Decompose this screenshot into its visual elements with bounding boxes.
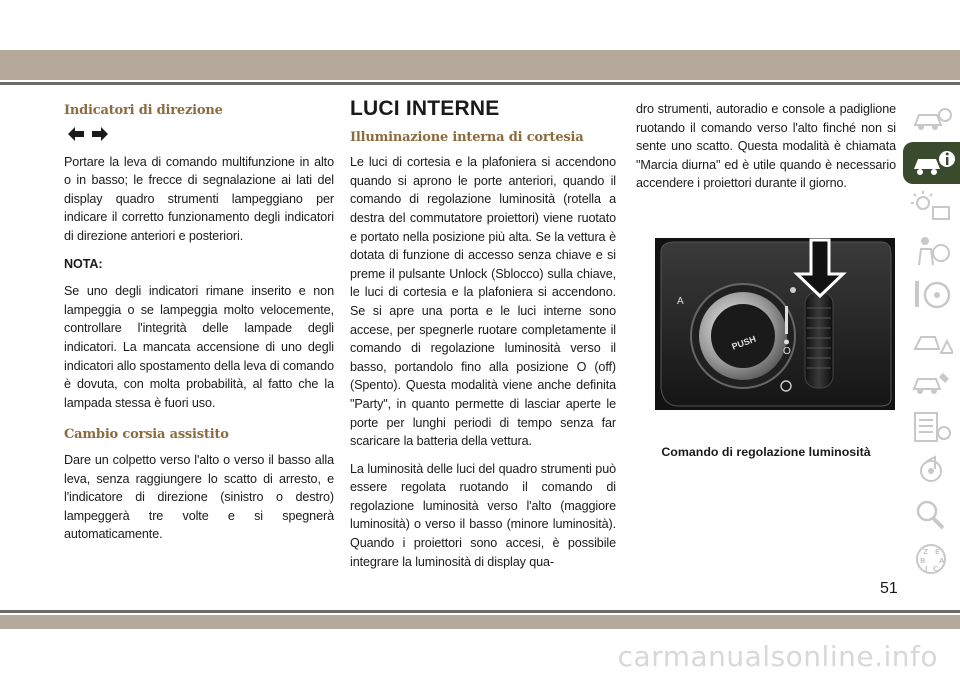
continued-paragraph: dro strumenti, autoradio e console a padiglione ruotando il comando verso l'alto finché non si sente uno scatto. Questa modalità è chiamata "Marcia diurna" ed è utile quando è necessario accendere i proiettori durante il giorno. — [636, 102, 896, 191]
car-warning-icon — [911, 103, 953, 135]
tab-steering-wheel[interactable] — [903, 274, 960, 316]
airbag-safety-icon — [911, 235, 953, 267]
lane-change-heading: Cambio corsia assistito — [64, 427, 229, 443]
tab-car-service[interactable] — [903, 362, 960, 404]
svg-text:Z: Z — [923, 548, 929, 556]
footer-rule — [0, 610, 960, 613]
multimedia-icon — [911, 455, 953, 487]
chapter-tabs — [903, 98, 960, 582]
tab-multimedia[interactable] — [903, 450, 960, 492]
courtesy-light-paragraph: Le luci di cortesia e la plafoniera si accendono quando si aprono le porte anteriori, quando il comando di regolazione luminosità (rotella a destra del commutatore proiettori) viene ruotato e portato nella posizione più alta. Se la vettura è dotata di funzione di accesso senza chiave e si preme il pulsante Unlock (Sblocco) sulla chiave, le luci di cortesia e la plafoniera si accendono. Se si apre una porta e le luci interne sono accese, per spegnerle ruotare completamente il comando di regolazione luminosità verso il basso, portandolo fino alla posizione O (off) (Spento). Questa modalità viene anche definita "Party", in quanto permette di lasciar aperte le porte per lunghi periodi di tempo senza far scaricare la batteria della vettura. — [350, 155, 616, 449]
header-rule — [0, 82, 960, 85]
warning-triangle-icon — [911, 323, 953, 355]
turn-signal-heading: Indicatori di direzione — [64, 103, 223, 118]
auto-label: A — [677, 296, 684, 307]
section-title: LUCI INTERNE — [350, 97, 500, 120]
turn-signal-arrows — [68, 127, 334, 141]
tab-car-warning[interactable] — [903, 98, 960, 140]
right-column — [636, 100, 896, 202]
figure-caption: Comando di regolazione luminosità — [661, 445, 871, 459]
lane-change-paragraph: Dare un colpetto verso l'alto o verso il basso alla leva, senza raggiungere lo scatto di arresto, e l'indicatore di direzione (sinistro o destro) lampeggerà tre volte e si spegnerà automaticamente. — [64, 452, 334, 542]
tab-specifications-list[interactable] — [903, 406, 960, 448]
steering-wheel-icon — [911, 279, 953, 311]
tab-car-info[interactable] — [903, 142, 960, 184]
note-title: NOTA: — [64, 256, 103, 271]
off-label: O — [783, 346, 791, 357]
middle-column — [350, 97, 616, 580]
tab-warning-triangle[interactable] — [903, 318, 960, 360]
svg-text:C: C — [933, 565, 939, 573]
svg-text:B: B — [920, 557, 926, 565]
car-info-icon — [911, 147, 955, 179]
page-number: 51 — [880, 580, 898, 597]
tab-dashboard-lights[interactable] — [903, 186, 960, 228]
header-band — [0, 50, 960, 80]
left-column — [64, 100, 334, 553]
dashboard-lights-icon — [911, 191, 953, 223]
car-service-icon — [911, 367, 953, 399]
tab-airbag-safety[interactable] — [903, 230, 960, 272]
search-index-icon — [911, 499, 953, 531]
note-text: Se uno degli indicatori rimane inserito e non lampeggia o se lampeggia molto velocemente, controllare l'integrità delle lampade degli indicatori. La mancata accensione di uno degli indicatori allo spostamento della leva di comando è dovuta, con molta probabilità, al fatto che la lampada stessa è fuori uso. — [64, 284, 334, 410]
footer-band — [0, 615, 960, 629]
alphabet-index-icon — [911, 543, 953, 575]
turn-signal-paragraph: Portare la leva di comando multifunzione in alto o in basso; le frecce di segnalazione ai lati del display quadro strumenti lampeggiano per indicare il corretto funzionamento degli indicatori di direzione anteriori e posteriori. — [64, 154, 334, 243]
dimmer-paragraph: La luminosità delle luci del quadro strumenti può essere regolata ruotando il comando di regolazione luminosità verso l'alto (maggiore luminosità) o verso il basso (minore luminosità). Quando i proiettori sono accesi, è possibile integrare la luminosità di display qua- — [350, 461, 616, 569]
courtesy-light-heading: Illuminazione interna di cortesia — [350, 129, 584, 145]
right-arrow-icon — [92, 127, 108, 141]
svg-text:E: E — [935, 548, 940, 556]
tab-alphabet-index[interactable] — [903, 538, 960, 580]
svg-text:I: I — [925, 565, 928, 573]
svg-text:A: A — [939, 557, 945, 565]
left-arrow-icon — [68, 127, 84, 141]
push-label: PUSH — [730, 333, 758, 352]
specifications-list-icon — [911, 411, 953, 443]
watermark: carmanualsonline.info — [617, 640, 938, 673]
tab-search-index[interactable] — [903, 494, 960, 536]
dimmer-control-photo — [655, 238, 895, 410]
